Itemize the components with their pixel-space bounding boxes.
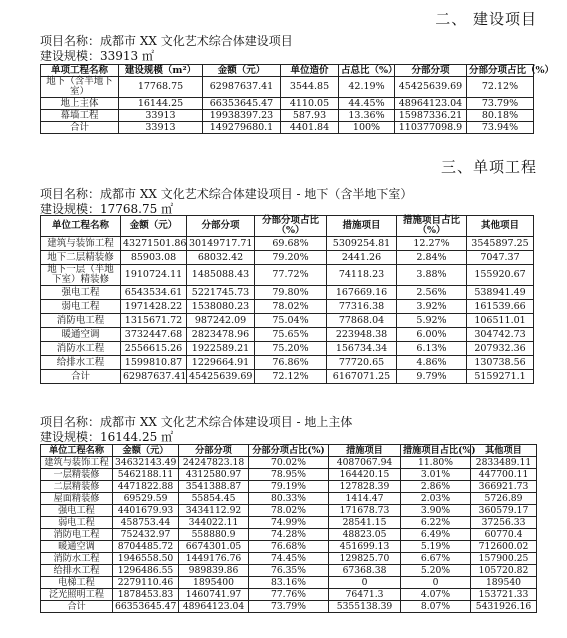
table-cell: 360579.17	[471, 505, 537, 517]
table-cell: 67368.38	[329, 565, 401, 577]
table-cell: 暖通空调	[41, 328, 121, 342]
table-cell: 73.79%	[249, 601, 329, 613]
column-header: 单项工程名称	[41, 65, 119, 77]
table-cell: 62987637.41	[121, 370, 187, 384]
table-cell: 7047.37	[467, 251, 534, 265]
table-cell: 68032.42	[187, 251, 255, 265]
table-cell: 弱电工程	[41, 517, 113, 529]
table-cell: 4401.84	[281, 122, 339, 134]
column-header: 其他项目	[467, 216, 534, 237]
table-cell: 幕墙工程	[41, 110, 119, 122]
table-cell: 44.45%	[339, 98, 395, 110]
table-cell: 1946558.50	[113, 553, 179, 565]
table-row	[41, 356, 534, 370]
table-cell: 76471.3	[329, 589, 401, 601]
column-header: 分部分项	[395, 65, 467, 77]
table-cell: 12.27%	[397, 237, 467, 251]
table-cell: 1449176.76	[179, 553, 249, 565]
table-cell: 1460741.97	[179, 589, 249, 601]
column-header: 分部分项占比（%）	[255, 216, 327, 237]
table-cell: 合计	[41, 370, 121, 384]
table-cell: 127828.39	[329, 481, 401, 493]
table-cell: 4087067.94	[329, 457, 401, 469]
table-row	[41, 300, 534, 314]
table-row	[41, 122, 534, 134]
table-cell: 暖通空调	[41, 541, 113, 553]
table-cell: 3545897.25	[467, 237, 534, 251]
table-cell: 85903.08	[121, 251, 187, 265]
column-header: 分部分项占比(%)	[249, 445, 329, 457]
table-cell: 80.33%	[249, 493, 329, 505]
table-cell: 79.20%	[255, 251, 327, 265]
table-cell: 28541.15	[329, 517, 401, 529]
table-cell: 2.86%	[401, 481, 471, 493]
table-cell: 一层精装修	[41, 469, 113, 481]
table-row	[41, 77, 534, 98]
table-cell: 17768.75	[119, 77, 203, 98]
table-cell: 34632143.49	[113, 457, 179, 469]
column-header: 金额（元）	[203, 65, 281, 77]
table-cell: 5.19%	[401, 541, 471, 553]
table-row	[41, 370, 534, 384]
table-cell: 1895400	[179, 577, 249, 589]
table-cell: 4312580.97	[179, 469, 249, 481]
table-cell: 泛光照明工程	[41, 589, 113, 601]
table-cell: 76.86%	[255, 356, 327, 370]
table-cell: 3541388.87	[179, 481, 249, 493]
column-header: 措施项目	[327, 216, 397, 237]
table-cell: 207932.36	[467, 342, 534, 356]
table-cell: 189540	[471, 577, 537, 589]
table-cell: 33913	[119, 110, 203, 122]
table-row	[41, 251, 534, 265]
table-cell: 3544.85	[281, 77, 339, 98]
column-header: 金额（元）	[121, 216, 187, 237]
table-cell: 149279680.1	[203, 122, 281, 134]
table-cell: 8704485.72	[113, 541, 179, 553]
table-cell: 712600.02	[471, 541, 537, 553]
table-cell: 1296486.55	[113, 565, 179, 577]
table-cell: 24247823.18	[179, 457, 249, 469]
table-row	[41, 541, 537, 553]
table-cell: 6.00%	[397, 328, 467, 342]
table-cell: 地下（含半地下室）	[41, 77, 119, 98]
table-row	[41, 237, 534, 251]
table-cell: 5.20%	[401, 565, 471, 577]
table-cell: 3.88%	[397, 265, 467, 286]
table-cell: 1315671.72	[121, 314, 187, 328]
table-cell: 给排水工程	[41, 356, 121, 370]
table-cell: 2.84%	[397, 251, 467, 265]
column-header: 占总比（%）	[339, 65, 395, 77]
column-header: 建设规模（m²）	[119, 65, 203, 77]
table-cell: 157900.25	[471, 553, 537, 565]
table-cell: 1538080.23	[187, 300, 255, 314]
table-cell: 77720.65	[327, 356, 397, 370]
table-cell: 77.76%	[249, 589, 329, 601]
table-cell: 155920.67	[467, 265, 534, 286]
table-cell: 3.90%	[401, 505, 471, 517]
table-cell: 2279110.46	[113, 577, 179, 589]
section2-heading: 三、单项工程	[440, 158, 537, 176]
table-cell: 164420.15	[329, 469, 401, 481]
table-cell: 76.35%	[249, 565, 329, 577]
table-cell: 69.68%	[255, 237, 327, 251]
table-row	[41, 469, 537, 481]
table-cell: 1922589.21	[187, 342, 255, 356]
table-cell: 消防电工程	[41, 314, 121, 328]
table-cell: 2.03%	[401, 493, 471, 505]
table-cell: 72.12%	[255, 370, 327, 384]
above-ground-unit-table	[40, 444, 537, 613]
table-cell: 75.65%	[255, 328, 327, 342]
table-cell: 77316.38	[327, 300, 397, 314]
table-cell: 48823.05	[329, 529, 401, 541]
table-cell: 1971428.22	[121, 300, 187, 314]
table-cell: 15987336.21	[395, 110, 467, 122]
table-row	[41, 265, 534, 286]
table-row	[41, 493, 537, 505]
table-cell: 6674301.05	[179, 541, 249, 553]
table-cell: 6.67%	[401, 553, 471, 565]
table-row	[41, 553, 537, 565]
table-cell: 100%	[339, 122, 395, 134]
column-header: 措施项目	[329, 445, 401, 457]
table-cell: 4.86%	[397, 356, 467, 370]
table-cell: 1599810.87	[121, 356, 187, 370]
table-cell: 79.19%	[249, 481, 329, 493]
table-cell: 3732447.68	[121, 328, 187, 342]
table-cell: 42.19%	[339, 77, 395, 98]
table-cell: 13.36%	[339, 110, 395, 122]
table-row	[41, 328, 534, 342]
table-cell: 987242.09	[187, 314, 255, 328]
table-cell: 223948.38	[327, 328, 397, 342]
table-cell: 304742.73	[467, 328, 534, 342]
table-cell: 77.72%	[255, 265, 327, 286]
table-cell: 73.79%	[467, 98, 534, 110]
construction-project-table	[40, 64, 555, 134]
table-cell: 153721.33	[471, 589, 537, 601]
table-cell: 447700.11	[471, 469, 537, 481]
table-cell: 6.13%	[397, 342, 467, 356]
table-cell: 6.22%	[401, 517, 471, 529]
table-cell: 171678.73	[329, 505, 401, 517]
table-row	[41, 589, 537, 601]
table-cell: 451699.13	[329, 541, 401, 553]
table-cell: 75.04%	[255, 314, 327, 328]
table-cell: 5309254.81	[327, 237, 397, 251]
column-header: 金额（元）	[113, 445, 179, 457]
table-cell: 二层精装修	[41, 481, 113, 493]
table-cell: 75.20%	[255, 342, 327, 356]
table-cell: 弱电工程	[41, 300, 121, 314]
table-cell: 19938397.23	[203, 110, 281, 122]
table-cell: 130738.56	[467, 356, 534, 370]
table-cell: 80.18%	[467, 110, 534, 122]
table-cell: 2556615.26	[121, 342, 187, 356]
table-cell: 558880.9	[179, 529, 249, 541]
table-cell: 105720.82	[471, 565, 537, 577]
table-row	[41, 342, 534, 356]
table-cell: 62987637.41	[203, 77, 281, 98]
column-header: 分部分项	[187, 216, 255, 237]
section3-project-name: 项目名称：成都市 XX 文化艺术综合体建设项目 - 地上主体	[40, 415, 353, 429]
table-cell: 给排水工程	[41, 565, 113, 577]
table-cell: 344022.11	[179, 517, 249, 529]
table-cell: 752432.97	[113, 529, 179, 541]
table-row	[41, 98, 534, 110]
table-cell: 156734.34	[327, 342, 397, 356]
table-cell: 地下一层（半地下室）精装修	[41, 265, 121, 286]
table-row	[41, 529, 537, 541]
table-cell: 1229664.91	[187, 356, 255, 370]
table-cell: 强电工程	[41, 505, 113, 517]
table-cell: 167669.16	[327, 286, 397, 300]
table-row	[41, 481, 537, 493]
table-cell: 4110.05	[281, 98, 339, 110]
table-cell: 地下二层精装修	[41, 251, 121, 265]
table-row	[41, 457, 537, 469]
table-cell: 106511.01	[467, 314, 534, 328]
table-cell: 74118.23	[327, 265, 397, 286]
table-cell: 74.99%	[249, 517, 329, 529]
table-cell: 3434112.92	[179, 505, 249, 517]
column-header: 分部分项	[179, 445, 249, 457]
table-cell: 3.01%	[401, 469, 471, 481]
column-header: 措施项目占比(%)	[401, 445, 471, 457]
table-cell: 6167071.25	[327, 370, 397, 384]
table-cell: 161539.66	[467, 300, 534, 314]
table-cell: 消防水工程	[41, 342, 121, 356]
table-cell: 合计	[41, 601, 113, 613]
section3-scale: 建设规模：16144.25 ㎡	[40, 430, 174, 444]
table-cell: 74.45%	[249, 553, 329, 565]
table-cell: 66353645.47	[203, 98, 281, 110]
table-cell: 74.28%	[249, 529, 329, 541]
table-cell: 1414.47	[329, 493, 401, 505]
table-cell: 屋面精装修	[41, 493, 113, 505]
table-cell: 建筑与装饰工程	[41, 237, 121, 251]
table-cell: 4471822.88	[113, 481, 179, 493]
table-cell: 129825.70	[329, 553, 401, 565]
section1-scale: 建设规模：33913 ㎡	[40, 49, 154, 63]
table-cell: 79.80%	[255, 286, 327, 300]
table-cell: 366921.73	[471, 481, 537, 493]
table-row	[41, 577, 537, 589]
table-cell: 30149717.71	[187, 237, 255, 251]
table-cell: 69529.59	[113, 493, 179, 505]
table-cell: 1910724.11	[121, 265, 187, 286]
table-cell: 77868.04	[327, 314, 397, 328]
column-header: 单位工程名称	[41, 216, 121, 237]
table-cell: 4401679.93	[113, 505, 179, 517]
column-header: 分部分项占比（%）	[467, 65, 534, 77]
column-header: 单位工程名称	[41, 445, 113, 457]
table-cell: 建筑与装饰工程	[41, 457, 113, 469]
table-cell: 78.95%	[249, 469, 329, 481]
section2-scale: 建设规模：17768.75 ㎡	[40, 202, 174, 216]
table-cell: 33913	[119, 122, 203, 134]
table-cell: 48964123.04	[395, 98, 467, 110]
table-cell: 消防电工程	[41, 529, 113, 541]
table-cell: 55854.45	[179, 493, 249, 505]
table-row	[41, 286, 534, 300]
table-cell: 110377098.9	[395, 122, 467, 134]
table-cell: 45425639.69	[395, 77, 467, 98]
table-cell: 989839.86	[179, 565, 249, 577]
table-row	[41, 517, 537, 529]
table-cell: 16144.25	[119, 98, 203, 110]
table-cell: 0	[329, 577, 401, 589]
table-cell: 1485088.43	[187, 265, 255, 286]
table-cell: 5159271.1	[467, 370, 534, 384]
table-cell: 5431926.16	[471, 601, 537, 613]
table-cell: 60770.4	[471, 529, 537, 541]
table-cell: 2.56%	[397, 286, 467, 300]
table-cell: 5462188.11	[113, 469, 179, 481]
table-cell: 3.92%	[397, 300, 467, 314]
table-row	[41, 601, 537, 613]
table-cell: 6.49%	[401, 529, 471, 541]
table-cell: 587.93	[281, 110, 339, 122]
table-cell: 48964123.04	[179, 601, 249, 613]
table-cell: 11.80%	[401, 457, 471, 469]
table-cell: 4.07%	[401, 589, 471, 601]
table-cell: 地上主体	[41, 98, 119, 110]
section1-project-name: 项目名称：成都市 XX 文化艺术综合体建设项目	[40, 34, 293, 48]
section1-heading: 二、 建设项目	[435, 10, 537, 28]
table-cell: 电梯工程	[41, 577, 113, 589]
table-cell: 73.94%	[467, 122, 534, 134]
table-cell: 5221745.73	[187, 286, 255, 300]
table-cell: 83.16%	[249, 577, 329, 589]
table-cell: 8.07%	[401, 601, 471, 613]
table-cell: 66353645.47	[113, 601, 179, 613]
table-cell: 2833489.11	[471, 457, 537, 469]
table-row	[41, 505, 537, 517]
table-cell: 458753.44	[113, 517, 179, 529]
column-header: 单位造价	[281, 65, 339, 77]
table-cell: 5.92%	[397, 314, 467, 328]
table-cell: 合计	[41, 122, 119, 134]
table-cell: 1878453.83	[113, 589, 179, 601]
table-cell: 2823478.96	[187, 328, 255, 342]
section2-project-name: 项目名称：成都市 XX 文化艺术综合体建设项目 - 地下（含半地下室）	[40, 187, 413, 201]
table-cell: 45425639.69	[187, 370, 255, 384]
column-header: 措施项目占比（%）	[397, 216, 467, 237]
table-cell: 72.12%	[467, 77, 534, 98]
table-cell: 强电工程	[41, 286, 121, 300]
table-cell: 0	[401, 577, 471, 589]
table-cell: 78.02%	[249, 505, 329, 517]
table-cell: 9.79%	[397, 370, 467, 384]
underground-unit-table	[40, 215, 534, 384]
table-cell: 70.02%	[249, 457, 329, 469]
column-header: 其他项目	[471, 445, 537, 457]
table-row	[41, 110, 534, 122]
table-row	[41, 565, 537, 577]
table-row	[41, 314, 534, 328]
table-cell: 538941.49	[467, 286, 534, 300]
table-cell: 2441.26	[327, 251, 397, 265]
table-cell: 78.02%	[255, 300, 327, 314]
table-cell: 43271501.86	[121, 237, 187, 251]
table-cell: 76.68%	[249, 541, 329, 553]
table-cell: 6543534.61	[121, 286, 187, 300]
table-cell: 消防水工程	[41, 553, 113, 565]
table-cell: 37256.33	[471, 517, 537, 529]
table-cell: 5355138.39	[329, 601, 401, 613]
table-cell: 5726.89	[471, 493, 537, 505]
